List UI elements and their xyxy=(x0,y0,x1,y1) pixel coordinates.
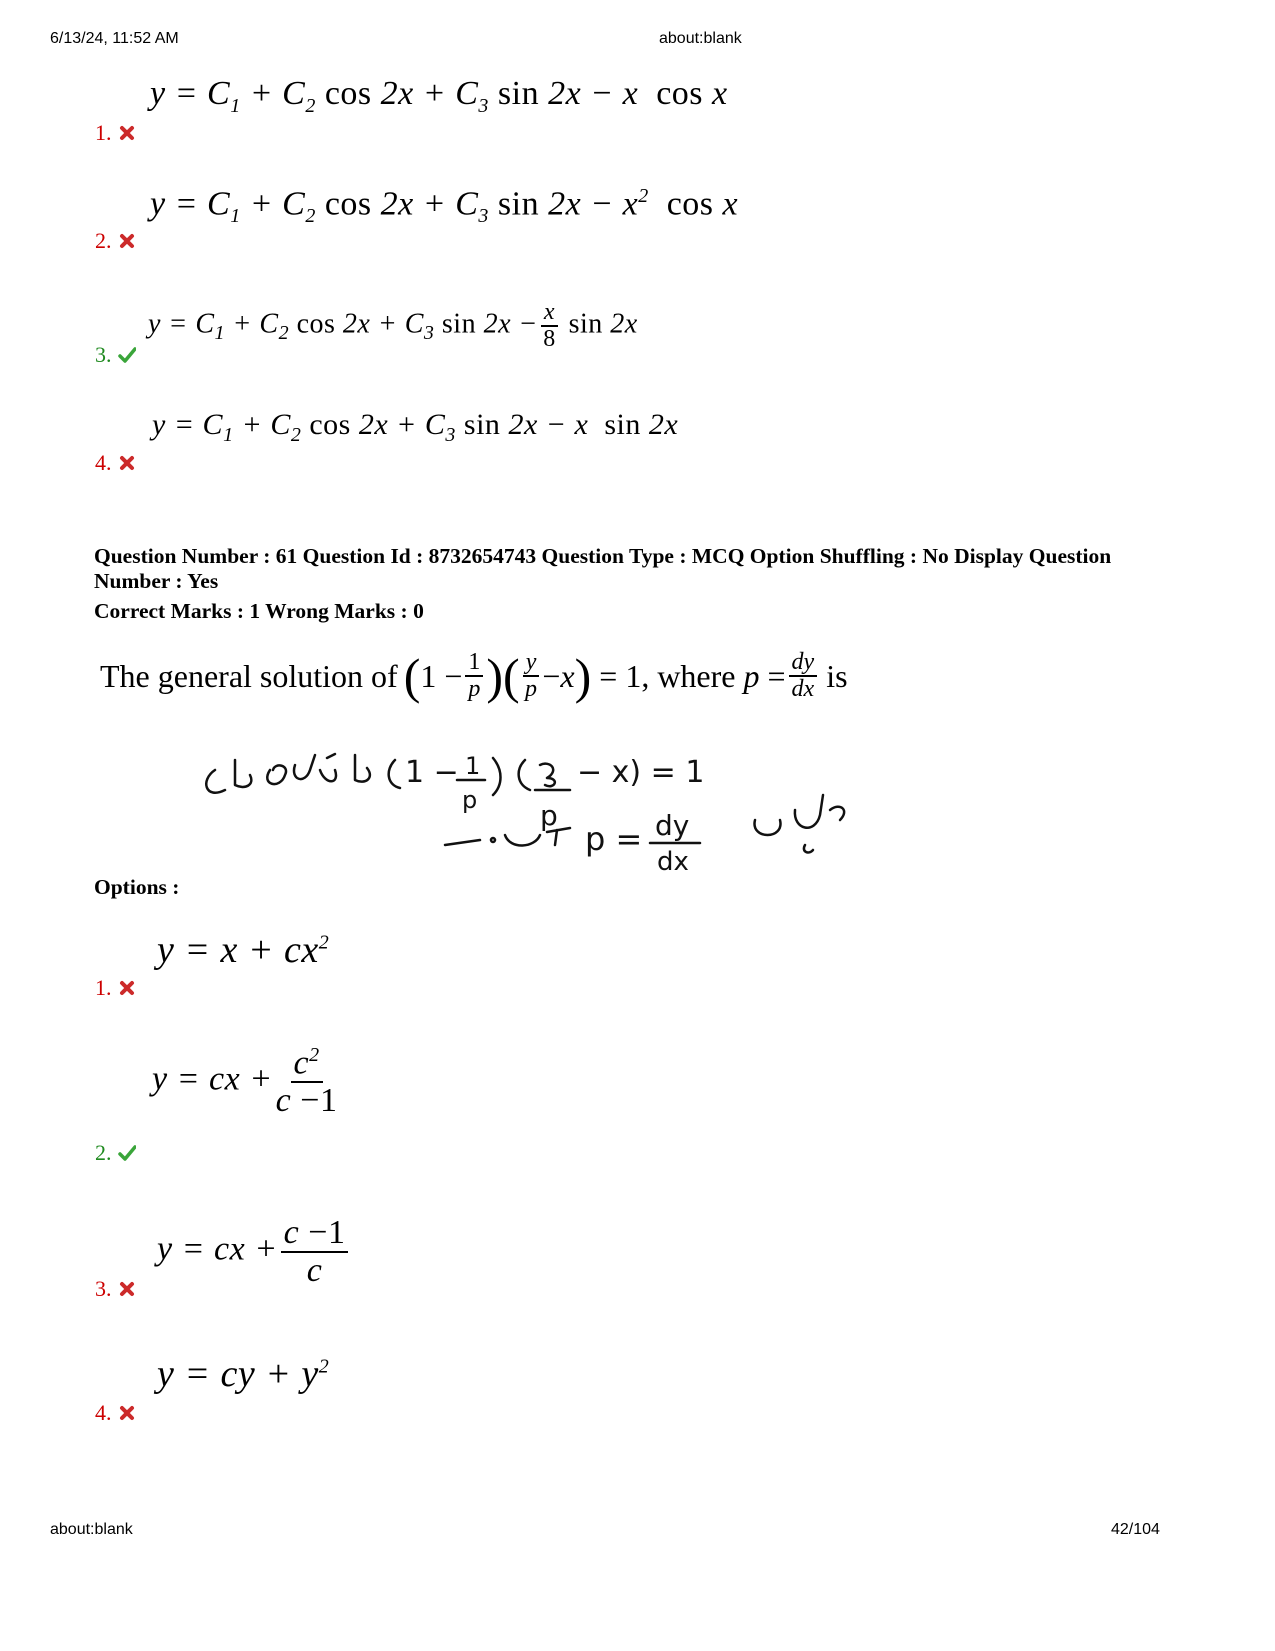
svg-text:1: 1 xyxy=(465,752,481,780)
svg-text:p: p xyxy=(540,799,558,832)
print-page-title: about:blank xyxy=(659,30,742,47)
option-4 xyxy=(95,1400,136,1426)
svg-text:dy: dy xyxy=(655,809,690,842)
prev-option-4 xyxy=(95,450,136,476)
svg-text:1 −: 1 − xyxy=(405,755,459,790)
question-meta-line2: Number : Yes xyxy=(94,569,219,593)
wrong-cross-icon xyxy=(118,1404,136,1422)
question-stem: The general solution of ( 1 − $\frac{1}{p}$ ) ( $\frac{y}{p}$ − x ) = 1, where p = $\frac{dy}{dx}$ is xyxy=(100,648,848,705)
question-marks: Correct Marks : 1 Wrong Marks : 0 xyxy=(94,599,424,623)
option-2 xyxy=(95,1140,136,1166)
option-3 xyxy=(95,1276,136,1302)
options-label: Options : xyxy=(94,875,180,899)
option-3-equation: y = cx + $\frac{c -1}{c}$ xyxy=(157,1215,351,1288)
wrong-cross-icon xyxy=(118,124,136,142)
option-number: 2. xyxy=(95,228,112,253)
prev-option-1-equation: $y = C_1 + C_2$ $\cos 2x + C_3$ sin 2x − x cos x xyxy=(150,75,728,117)
option-number: 4. xyxy=(95,450,112,475)
stem-prefix: The general solution of xyxy=(100,657,398,694)
handwritten-urdu-translation xyxy=(195,740,875,880)
wrong-cross-icon xyxy=(118,979,136,997)
prev-option-3 xyxy=(95,342,136,368)
prev-option-4-equation: $y = C_1 + C_2$ $\cos 2x + C_3$ sin 2x − x sin 2x xyxy=(152,408,679,446)
wrong-cross-icon xyxy=(118,232,136,250)
prev-option-3-equation: $y = C_1 + C_2$ $\cos 2x + C_3$ sin 2x − $\frac{x}{8}$ sin 2x xyxy=(148,299,638,353)
wrong-cross-icon xyxy=(118,1280,136,1298)
prev-option-1 xyxy=(95,120,136,146)
option-1 xyxy=(95,975,136,1001)
option-number: 1. xyxy=(95,975,112,1000)
svg-text:− x) = 1: − x) = 1 xyxy=(577,755,705,790)
stem-is: is xyxy=(826,657,848,694)
option-number: 4. xyxy=(95,1400,112,1425)
option-number: 2. xyxy=(95,1140,112,1165)
option-number: 3. xyxy=(95,342,112,367)
svg-text:p =: p = xyxy=(585,820,643,858)
correct-check-icon xyxy=(118,1144,136,1162)
question-meta-line1: Question Number : 61 Question Id : 8732654743 Question Type : MCQ Option Shuffling : No Display Question xyxy=(94,544,1112,568)
print-datetime: 6/13/24, 11:52 AM xyxy=(50,30,179,47)
prev-option-2 xyxy=(95,228,136,254)
option-1-equation: $y = x + cx^2$ xyxy=(157,929,330,971)
svg-text:dx: dx xyxy=(657,847,689,877)
correct-check-icon xyxy=(118,346,136,364)
print-footer-url: about:blank xyxy=(50,1521,133,1538)
prev-option-2-equation: $y = C_1 + C_2$ $\cos 2x + C_3$ $\sin 2x - x^2$ cos x xyxy=(150,185,739,228)
print-page-number: 42/104 xyxy=(1111,1521,1160,1538)
wrong-cross-icon xyxy=(118,454,136,472)
option-number: 3. xyxy=(95,1276,112,1301)
option-number: 1. xyxy=(95,120,112,145)
stem-eq1: = 1, where xyxy=(599,657,736,694)
option-2-equation: y = cx + $\frac{c^2}{c -1}$ xyxy=(152,1044,338,1120)
option-4-equation: y = cy + $y^2$ xyxy=(157,1353,330,1395)
svg-text:p: p xyxy=(462,786,478,814)
